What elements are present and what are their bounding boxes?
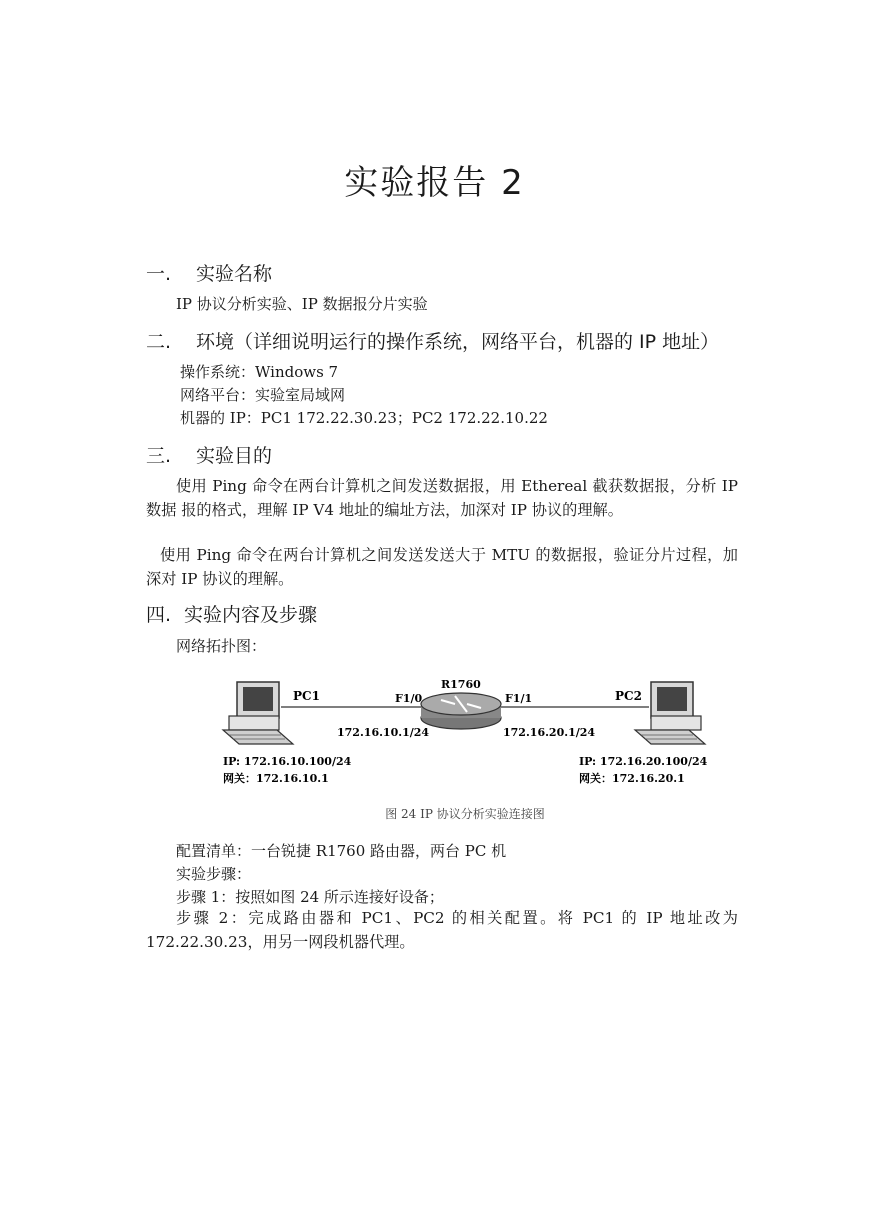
pc1-gateway-label: 网关：172.16.10.1 xyxy=(223,772,329,785)
pc1-computer-icon xyxy=(223,682,293,744)
section-number: 四. xyxy=(146,604,172,626)
pc2-gateway-label: 网关：172.16.20.1 xyxy=(579,772,685,785)
section-title: 环境（详细说明运行的操作系统，网络平台，机器的 IP 地址） xyxy=(196,331,720,353)
config-list: 配置清单：一台锐捷 R1760 路由器，两台 PC 机 xyxy=(176,842,507,860)
env-ip: 机器的 IP：PC1 172.22.30.23；PC2 172.22.10.22 xyxy=(180,409,548,427)
port-right-label: F1/1 xyxy=(505,692,533,705)
steps-label: 实验步骤： xyxy=(176,865,252,883)
section-title: 实验目的 xyxy=(196,445,273,467)
section-title: 实验名称 xyxy=(196,263,273,285)
env-os: 操作系统：Windows 7 xyxy=(180,363,339,381)
page-title: 实验报告 2 xyxy=(344,163,525,203)
section-title: 实验内容及步骤 xyxy=(184,604,318,626)
purpose-paragraph-1: 使用 Ping 命令在两台计算机之间发送数据报，用 Ethereal 截获数据报，分析 IP 数据 报的格式，理解 IP V4 地址的编址方法，加深对 IP 协议的理解。 xyxy=(146,477,738,519)
pc2-computer-icon xyxy=(635,682,705,744)
env-platform: 网络平台：实验室局域网 xyxy=(180,386,346,404)
topology-label: 网络拓扑图： xyxy=(176,637,267,655)
section-heading-4 xyxy=(146,600,317,627)
purpose-paragraph-2: 使用 Ping 命令在两台计算机之间发送发送大于 MTU 的数据报，验证分片过程，加深对 IP 协议的理解。 xyxy=(146,546,738,588)
experiment-name-text: IP 协议分析实验、IP 数据报分片实验 xyxy=(176,295,428,313)
step-1: 步骤 1：按照如图 24 所示连接好设备； xyxy=(176,888,444,906)
section-number: 二. xyxy=(146,331,172,353)
network-topology-diagram xyxy=(215,672,715,827)
section-heading-2 xyxy=(146,327,719,354)
figure-caption: 图 24 IP 协议分析实验连接图 xyxy=(385,807,545,821)
router-icon xyxy=(421,693,501,729)
pc2-ip-label: IP: 172.16.20.100/24 xyxy=(579,755,708,768)
step-2: 步骤 2：完成路由器和 PC1、PC2 的相关配置。将 PC1 的 IP 地址改为 172.22.30.23，用另一网段机器代理。 xyxy=(146,909,738,951)
section-number: 三. xyxy=(146,445,172,467)
pc1-name-label: PC1 xyxy=(293,689,320,703)
right-link-ip-label: 172.16.20.1/24 xyxy=(503,726,596,739)
pc1-ip-label: IP: 172.16.10.100/24 xyxy=(223,755,352,768)
section-heading-1 xyxy=(146,259,272,286)
section-number: 一. xyxy=(146,263,172,285)
router-name-label: R1760 xyxy=(441,678,481,691)
port-left-label: F1/0 xyxy=(395,692,423,705)
section-heading-3 xyxy=(146,441,272,468)
left-link-ip-label: 172.16.10.1/24 xyxy=(337,726,430,739)
pc2-name-label: PC2 xyxy=(615,689,642,703)
